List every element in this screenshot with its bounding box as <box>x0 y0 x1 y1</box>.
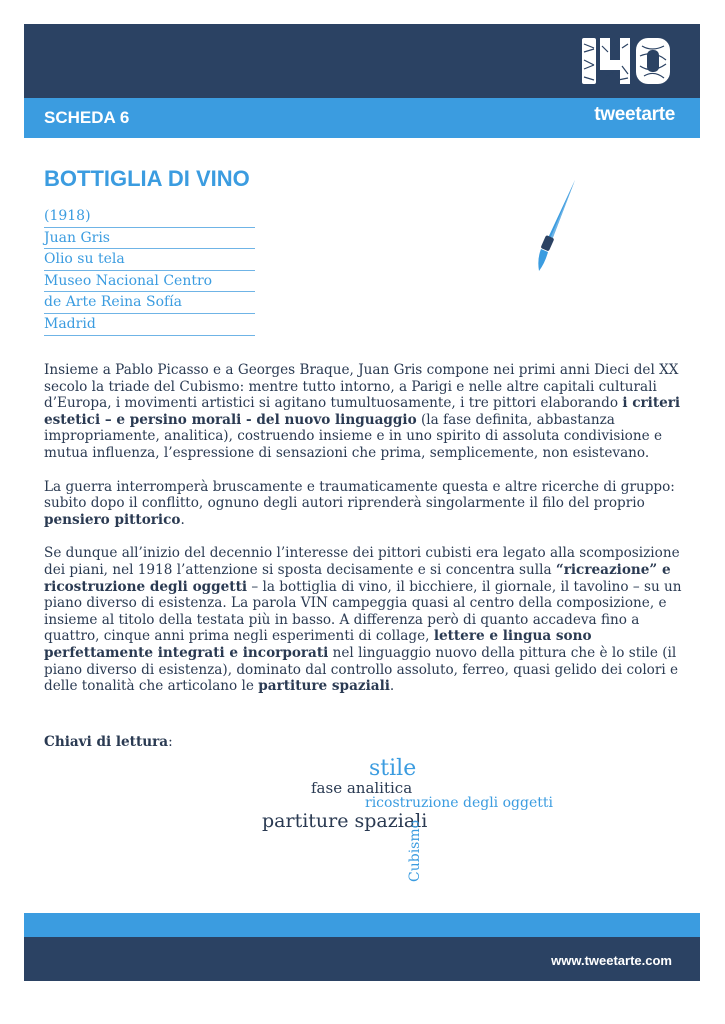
body-run: (la fase definita, abbastanza impropriamente, analitica), costruendo insieme e in uno spirito di assoluta condivisione e mutua influenza, l’espressione di sensazioni che prima, semplicemente, non esistevano. <box>44 411 663 461</box>
paragraph-1 <box>44 362 684 462</box>
detail-medium: Olio su tela <box>44 249 255 271</box>
website-link[interactable]: www.tweetarte.com <box>551 953 672 968</box>
emphasis-text: “ricreazione” e ricostruzione degli oggetti <box>44 561 671 595</box>
emphasis-text: pensiero pittorico <box>44 511 181 528</box>
body-run: . <box>180 511 185 528</box>
body-run: Insieme a Pablo Picasso e a Georges Braque, Juan Gris compone nei primi anni Dieci del XX secolo la triade del Cubismo: mentre tutto intorno, a Parigi e nelle altre capitali culturali d’Europa, i movimenti artistici si agitano tumultuosamente, i tre pittori elaborando <box>44 362 679 412</box>
body-text <box>44 362 684 712</box>
detail-museum-1: Museo Nacional Centro <box>44 271 255 293</box>
paragraph-3 <box>44 545 684 694</box>
reading-keys-label: Chiavi di lettura: <box>44 734 173 750</box>
detail-artist: Juan Gris <box>44 228 255 250</box>
keyword-fase-analitica: fase analitica <box>311 779 413 797</box>
keyword-cubismo: Cubismo <box>407 819 423 882</box>
body-run: nel linguaggio nuovo della pittura che è lo stile (il piano diverso di esistenza), dominato dal controllo assoluto, ferreo, quasi gelido dei colori e delle tonalità che articolano le <box>44 644 679 695</box>
keyword-partiture: partiture spaziali <box>262 810 428 832</box>
word-cloud <box>240 756 580 886</box>
detail-year: (1918) <box>44 206 255 228</box>
emphasis-text: i criteri estetici – e persino morali - del nuovo linguaggio <box>44 395 681 428</box>
detail-museum-2: de Arte Reina Sofía <box>44 292 255 314</box>
140-logo <box>578 36 674 86</box>
keyword-stile: stile <box>369 756 417 781</box>
artwork-title: BOTTIGLIA DI VINO <box>44 166 250 191</box>
emphasis-text: partiture spaziali <box>258 678 390 695</box>
footer-subbar <box>24 913 700 937</box>
detail-city: Madrid <box>44 314 255 336</box>
emphasis-text: lettere e lingua sono perfettamente integrati e incorporati <box>44 628 592 661</box>
body-run: Se dunque all’inizio del decennio l’interesse dei pittori cubisti era legato alla scomposizione dei piani, nel 1918 l’attenzione si sposta decisamente e si concentra sulla <box>44 545 680 578</box>
sheet-label: SCHEDA 6 <box>44 108 130 127</box>
brand-wordmark: tweetarte <box>594 104 675 125</box>
paragraph-2 <box>44 479 684 529</box>
paintbrush-icon <box>532 176 582 276</box>
body-run: – la bottiglia di vino, il bicchiere, il giornale, il tavolino – su un piano diverso di esistenza. La parola VIN campeggia quasi al centro della composizione, e insieme al titolo della testata più in basso. A differenza però di quanto accadeva fino a quattro, cinque anni prima negli esperimenti di collage, <box>44 578 682 645</box>
artwork-details <box>44 206 255 336</box>
body-run: . <box>389 678 395 695</box>
keyword-ricostruzione: ricostruzione degli oggetti <box>365 795 553 811</box>
body-run: La guerra interromperà bruscamente e traumaticamente questa e altre ricerche di gruppo: subito dopo il conflitto, ognuno degli autori riprenderà singolarmente il filo del proprio <box>44 478 675 512</box>
